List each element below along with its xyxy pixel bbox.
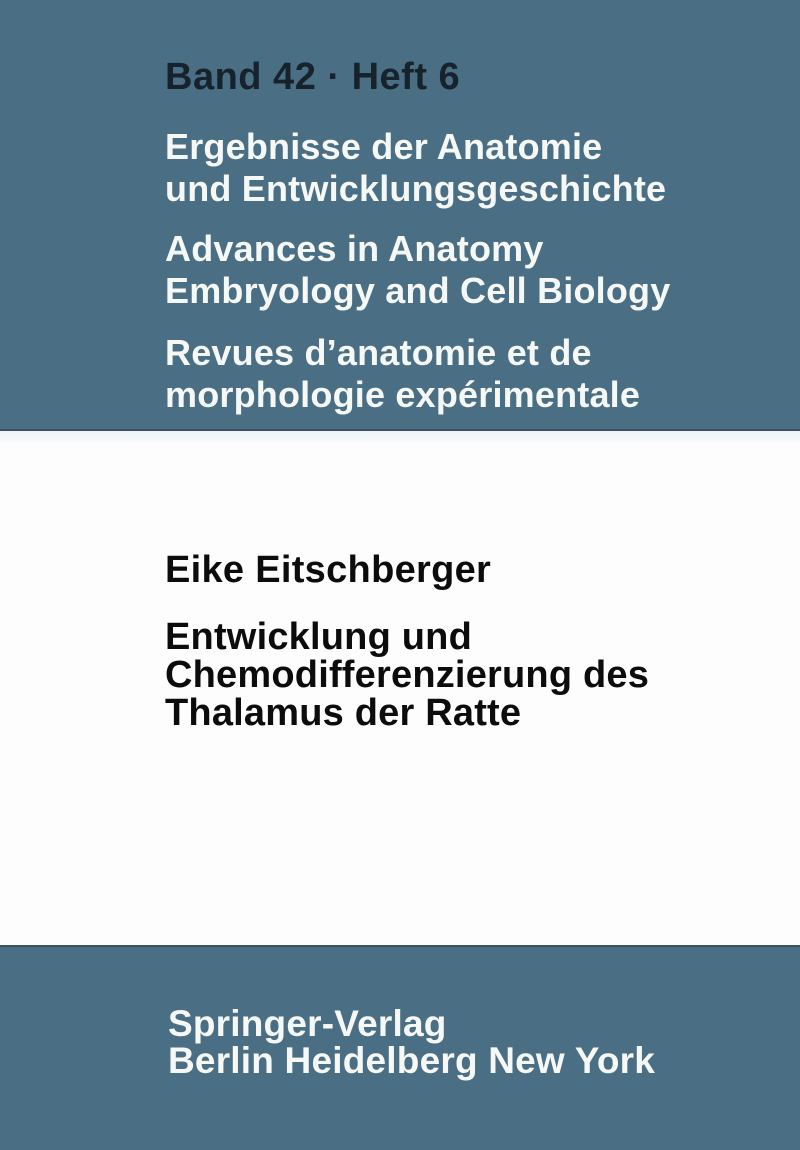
series-title-german-line-1: Ergebnisse der Anatomie xyxy=(165,126,603,167)
series-title-english-line-1: Advances in Anatomy xyxy=(165,228,544,269)
book-title xyxy=(165,618,800,732)
book-title-line-2: Chemodifferenzierung des xyxy=(165,654,650,696)
bottom-section xyxy=(0,947,800,1150)
book-title-line-3: Thalamus der Ratte xyxy=(165,692,522,734)
top-section xyxy=(0,0,800,431)
publisher-line-1: Springer-Verlag xyxy=(168,1003,447,1044)
author-name: Eike Eitschberger xyxy=(165,549,492,591)
series-title-german-line-2: und Entwicklungsgeschichte xyxy=(165,168,667,209)
publisher-name xyxy=(168,1005,800,1079)
series-title-french-line-2: morphologie expérimentale xyxy=(165,374,641,415)
book-title-line-1: Entwicklung und xyxy=(165,616,472,658)
series-title-english xyxy=(165,228,800,312)
series-title-french xyxy=(165,332,800,416)
title-band xyxy=(0,431,800,947)
publisher-line-2: Berlin Heidelberg New York xyxy=(168,1040,656,1081)
series-title-english-line-2: Embryology and Cell Biology xyxy=(165,270,671,311)
issue-label: Band 42 · Heft 6 xyxy=(165,56,461,98)
series-title-german xyxy=(165,126,800,210)
series-title-french-line-1: Revues d’anatomie et de xyxy=(165,332,592,373)
